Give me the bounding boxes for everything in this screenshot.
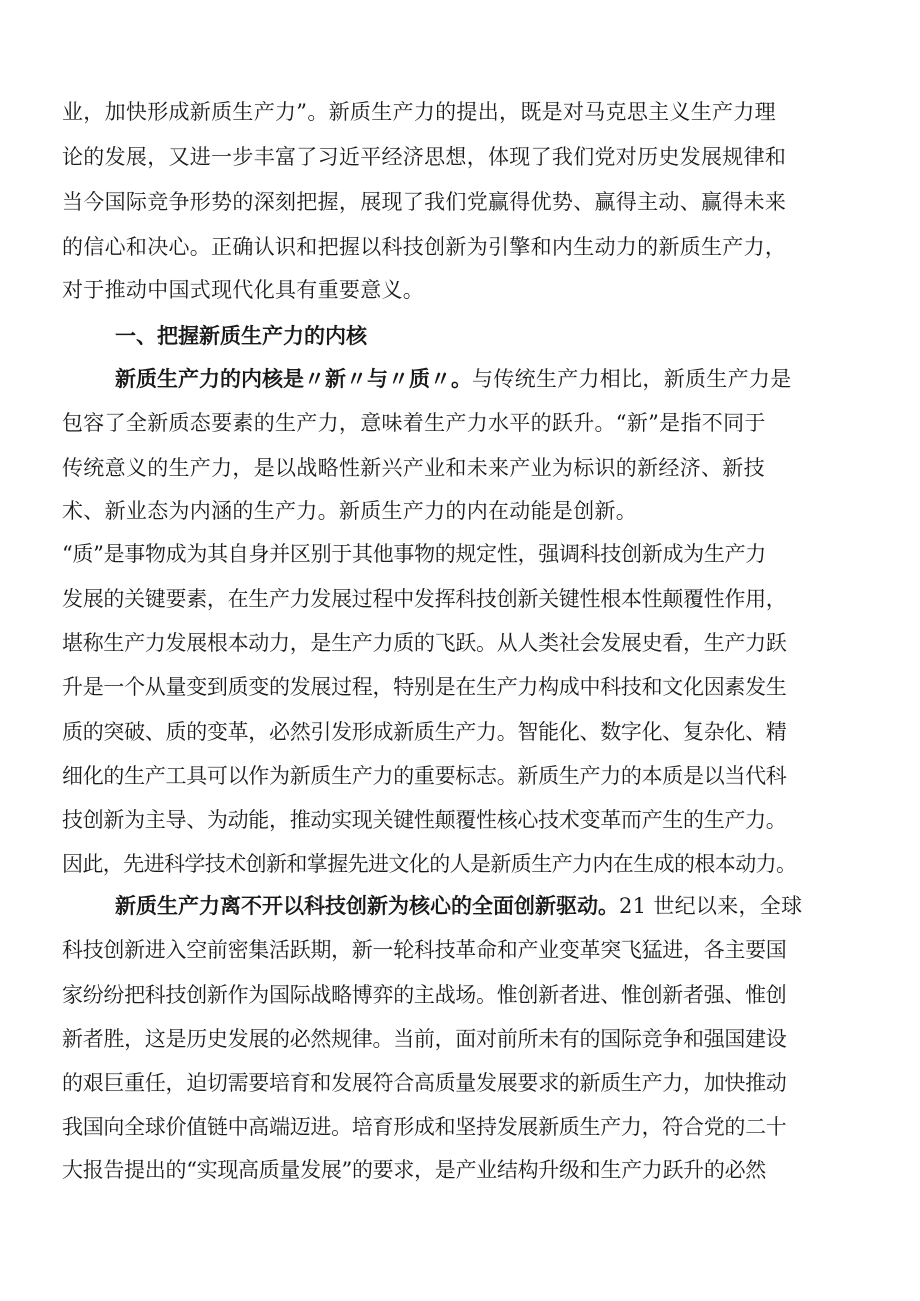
paragraph-line: 传统意义的生产力，是以战略性新兴产业和未来产业为标识的新经济、新技 xyxy=(62,456,765,480)
paragraph-line: 因此，先进科学技术创新和掌握先进文化的人是新质生产力内在生成的根本动力。 xyxy=(62,852,797,876)
paragraph-line: 业，加快形成新质生产力”。新质生产力的提出，既是对马克思主义生产力理 xyxy=(62,100,776,124)
paragraph-line: 新者胜，这是历史发展的必然规律。当前，面对前所未有的国际竞争和强国建设 xyxy=(62,1027,787,1051)
paragraph-line: 论的发展，又进一步丰富了习近平经济思想，体现了我们党对历史发展规律和 xyxy=(62,145,787,169)
paragraph-lead: 新质生产力的内核是〃新〃与〃质〃。 xyxy=(115,367,472,391)
paragraph-line: 包容了全新质态要素的生产力，意味着生产力水平的跃升。“新”是指不同于 xyxy=(62,411,766,435)
paragraph-line: 当今国际竞争形势的深刻把握，展现了我们党赢得优势、赢得主动、赢得未来 xyxy=(62,190,787,214)
paragraph-line: 的信心和决心。正确认识和把握以科技创新为引擎和内生动力的新质生产力， xyxy=(62,235,787,259)
paragraph-line: “质”是事物成为其自身并区别于其他事物的规定性，强调科技创新成为生产力 xyxy=(62,542,766,566)
paragraph-line: 堪称生产力发展根本动力，是生产力质的飞跃。从人类社会发展史看，生产力跃 xyxy=(62,631,787,655)
paragraph-line: 技创新为主导、为动能，推动实现关键性颠覆性核心技术变革而产生的生产力。 xyxy=(62,808,787,832)
paragraph-line: 我国向全球价值链中高端迈进。培育形成和坚持发展新质生产力，符合党的二十 xyxy=(62,1115,787,1139)
section-heading: 一、把握新质生产力的内核 xyxy=(115,324,367,348)
paragraph-text: 与传统生产力相比，新质生产力是 xyxy=(472,367,792,391)
paragraph-line: 的艰巨重任，迫切需要培育和发展符合高质量发展要求的新质生产力，加快推动 xyxy=(62,1071,787,1095)
paragraph-line: 升是一个从量变到质变的发展过程，特别是在生产力构成中科技和文化因素发生 xyxy=(62,675,787,699)
paragraph-lead: 新质生产力离不开以科技创新为核心的全面创新驱动。 xyxy=(115,894,619,918)
paragraph-line: 质的突破、质的变革，必然引发形成新质生产力。智能化、数字化、复杂化、精 xyxy=(62,720,787,744)
paragraph-line: 大报告提出的“实现高质量发展”的要求，是产业结构升级和生产力跃升的必然 xyxy=(62,1158,766,1182)
paragraph-text: 21 世纪以来，全球 xyxy=(619,894,803,918)
paragraph-line: 家纷纷把科技创新作为国际战略博弈的主战场。惟创新者进、惟创新者强、惟创 xyxy=(62,983,787,1007)
paragraph-line: 发展的关键要素，在生产力发展过程中发挥科技创新关键性根本性颠覆性作用， xyxy=(62,587,787,611)
paragraph-line: 对于推动中国式现代化具有重要意义。 xyxy=(62,278,425,302)
paragraph-line: 术、新业态为内涵的生产力。新质生产力的内在动能是创新。 xyxy=(62,499,638,523)
paragraph-line: 细化的生产工具可以作为新质生产力的重要标志。新质生产力的本质是以当代科 xyxy=(62,764,787,788)
paragraph-line xyxy=(115,892,802,920)
paragraph-line xyxy=(115,365,792,393)
paragraph-line: 科技创新进入空前密集活跃期，新一轮科技革命和产业变革突飞猛进，各主要国 xyxy=(62,938,787,962)
